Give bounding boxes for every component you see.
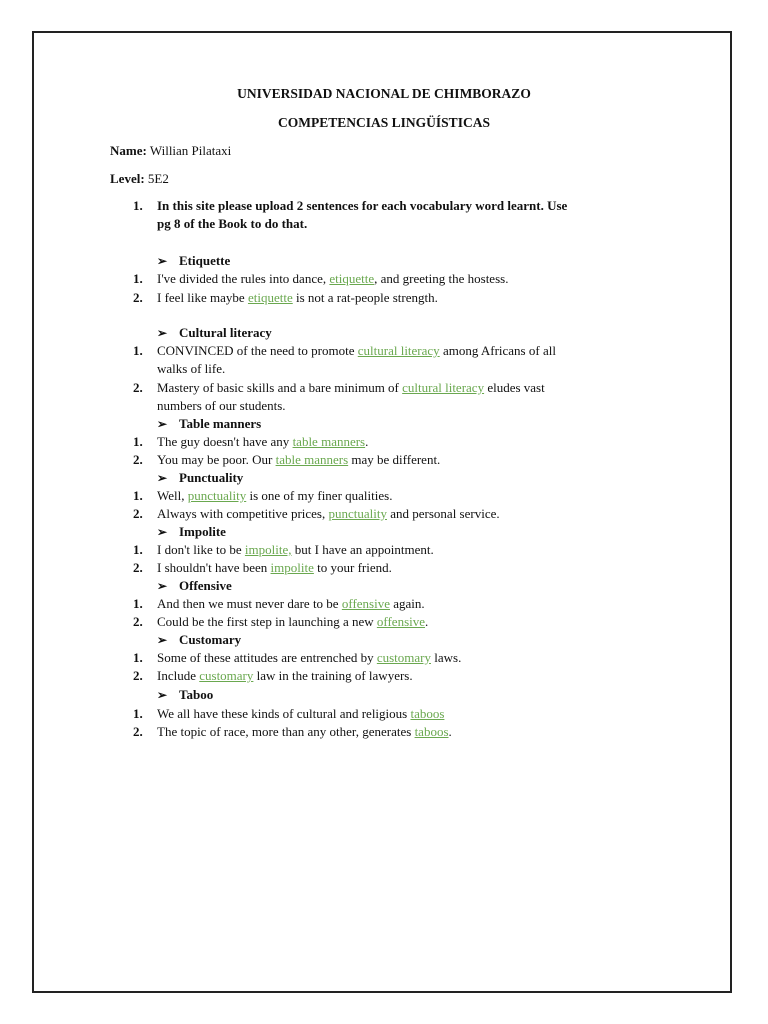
vocabulary-keyword: offensive xyxy=(341,596,390,611)
list-item-continuation: walks of life. xyxy=(157,361,226,376)
section-heading xyxy=(157,578,232,594)
list-item-continuation: numbers of our students. xyxy=(157,398,286,413)
instruction-line-1: In this site please upload 2 sentences for each vocabulary word learnt. Use xyxy=(157,198,568,213)
section-heading xyxy=(157,470,243,486)
vocabulary-keyword: impolite xyxy=(270,560,314,575)
level-row xyxy=(110,171,169,187)
list-item xyxy=(157,452,440,468)
list-item-number: 2. xyxy=(133,614,143,629)
list-item-number: 2. xyxy=(133,560,143,575)
list-item xyxy=(157,380,545,396)
vocabulary-keyword: cultural literacy xyxy=(357,343,440,358)
section-heading-label: Customary xyxy=(179,632,242,647)
sentence-text: I feel like maybe xyxy=(157,290,248,305)
sentence-text: I've divided the rules into dance, xyxy=(157,271,330,286)
section-heading-label: Etiquette xyxy=(179,253,231,268)
arrow-bullet-icon: ➢ xyxy=(157,688,168,702)
sentence-text: The guy doesn't have any xyxy=(157,434,293,449)
sentence-text: We all have these kinds of cultural and religious xyxy=(157,706,411,721)
arrow-bullet-icon: ➢ xyxy=(157,525,168,539)
list-item xyxy=(157,506,500,522)
list-item-number: 1. xyxy=(133,542,143,557)
vocabulary-keyword: impolite, xyxy=(244,542,292,557)
section-heading-label: Taboo xyxy=(179,687,214,702)
vocabulary-keyword: cultural literacy xyxy=(402,380,485,395)
list-item xyxy=(157,343,556,359)
list-item-number: 1. xyxy=(133,434,143,449)
section-heading xyxy=(157,416,261,432)
vocabulary-keyword: customary xyxy=(376,650,431,665)
sentence-text: among Africans of all xyxy=(439,343,556,358)
section-heading-label: Offensive xyxy=(179,578,232,593)
arrow-bullet-icon: ➢ xyxy=(157,254,168,268)
sentence-text: Some of these attitudes are entrenched by xyxy=(157,650,377,665)
arrow-bullet-icon: ➢ xyxy=(157,417,168,431)
sentence-text: law in the training of lawyers. xyxy=(253,668,413,683)
list-item xyxy=(157,668,413,684)
section-heading xyxy=(157,687,213,703)
vocabulary-keyword: table manners xyxy=(275,452,349,467)
list-item-number: 1. xyxy=(133,706,143,721)
list-item xyxy=(157,271,508,287)
sentence-text: to your friend. xyxy=(313,560,392,575)
sentence-text: The topic of race, more than any other, generates xyxy=(157,724,415,739)
sentence-text: You may be poor. Our xyxy=(157,452,276,467)
list-item-number: 1. xyxy=(133,271,143,286)
arrow-bullet-icon: ➢ xyxy=(157,471,168,485)
level-value: 5E2 xyxy=(147,171,169,186)
section-heading xyxy=(157,524,226,540)
list-item xyxy=(157,488,392,504)
instruction-line-2: pg 8 of the Book to do that. xyxy=(157,216,308,231)
name-label: Name: xyxy=(110,143,147,158)
sentence-text: Could be the first step in launching a new xyxy=(157,614,377,629)
list-item xyxy=(157,614,428,630)
section-heading xyxy=(157,253,230,269)
sentence-text: I shouldn't have been xyxy=(157,560,271,575)
section-heading-label: Impolite xyxy=(179,524,226,539)
list-item xyxy=(157,542,434,558)
course-title: COMPETENCIAS LINGÜÍSTICAS xyxy=(278,115,490,130)
vocabulary-keyword: etiquette xyxy=(247,290,293,305)
sentence-text: . xyxy=(425,614,429,629)
list-item-number: 1. xyxy=(133,650,143,665)
instruction-number: 1. xyxy=(133,198,143,213)
list-item-number: 2. xyxy=(133,506,143,521)
sentence-text: Well, xyxy=(157,488,188,503)
list-item-number: 2. xyxy=(133,724,143,739)
sentence-text: laws. xyxy=(431,650,462,665)
sentence-text: again. xyxy=(389,596,425,611)
sentence-text: is one of my finer qualities. xyxy=(246,488,393,503)
name-value: Willian Pilataxi xyxy=(149,143,232,158)
sentence-text: , and greeting the hostess. xyxy=(374,271,509,286)
sentence-text: but I have an appointment. xyxy=(291,542,434,557)
vocabulary-keyword: etiquette xyxy=(329,271,375,286)
list-item-number: 2. xyxy=(133,290,143,305)
level-label: Level: xyxy=(110,171,145,186)
section-heading-label: Table manners xyxy=(179,416,262,431)
section-heading-label: Punctuality xyxy=(179,470,244,485)
list-item xyxy=(157,596,425,612)
arrow-bullet-icon: ➢ xyxy=(157,633,168,647)
sentence-text: Include xyxy=(157,668,200,683)
sentence-text: may be different. xyxy=(348,452,441,467)
section-heading xyxy=(157,325,272,341)
vocabulary-keyword: customary xyxy=(199,668,254,683)
list-item xyxy=(157,434,368,450)
sentence-text: eludes vast xyxy=(484,380,545,395)
sentence-text: . xyxy=(365,434,369,449)
list-item xyxy=(157,290,438,306)
vocabulary-keyword: offensive xyxy=(376,614,426,629)
list-item-number: 1. xyxy=(133,488,143,503)
vocabulary-keyword: punctuality xyxy=(187,488,247,503)
arrow-bullet-icon: ➢ xyxy=(157,579,168,593)
list-item xyxy=(157,650,461,666)
list-item-number: 2. xyxy=(133,452,143,467)
arrow-bullet-icon: ➢ xyxy=(157,326,168,340)
section-heading xyxy=(157,632,241,648)
list-item xyxy=(157,706,444,722)
name-row xyxy=(110,143,231,159)
university-title: UNIVERSIDAD NACIONAL DE CHIMBORAZO xyxy=(237,86,531,101)
list-item-number: 1. xyxy=(133,343,143,358)
vocabulary-keyword: taboos xyxy=(410,706,445,721)
section-heading-label: Cultural literacy xyxy=(179,325,272,340)
list-item-number: 2. xyxy=(133,380,143,395)
sentence-text: Mastery of basic skills and a bare minimum of xyxy=(157,380,403,395)
sentence-text: and personal service. xyxy=(387,506,500,521)
vocabulary-keyword: punctuality xyxy=(328,506,387,521)
sentence-text: . xyxy=(448,724,452,739)
sentence-text: I don't like to be xyxy=(157,542,245,557)
list-item xyxy=(157,560,392,576)
sentence-text: CONVINCED of the need to promote xyxy=(157,343,358,358)
vocabulary-keyword: taboos xyxy=(414,724,449,739)
list-item xyxy=(157,724,452,740)
list-item-number: 2. xyxy=(133,668,143,683)
sentence-text: Always with competitive prices, xyxy=(157,506,329,521)
sentence-text: And then we must never dare to be xyxy=(157,596,342,611)
vocabulary-keyword: table manners xyxy=(292,434,366,449)
list-item-number: 1. xyxy=(133,596,143,611)
sentence-text: is not a rat-people strength. xyxy=(292,290,438,305)
